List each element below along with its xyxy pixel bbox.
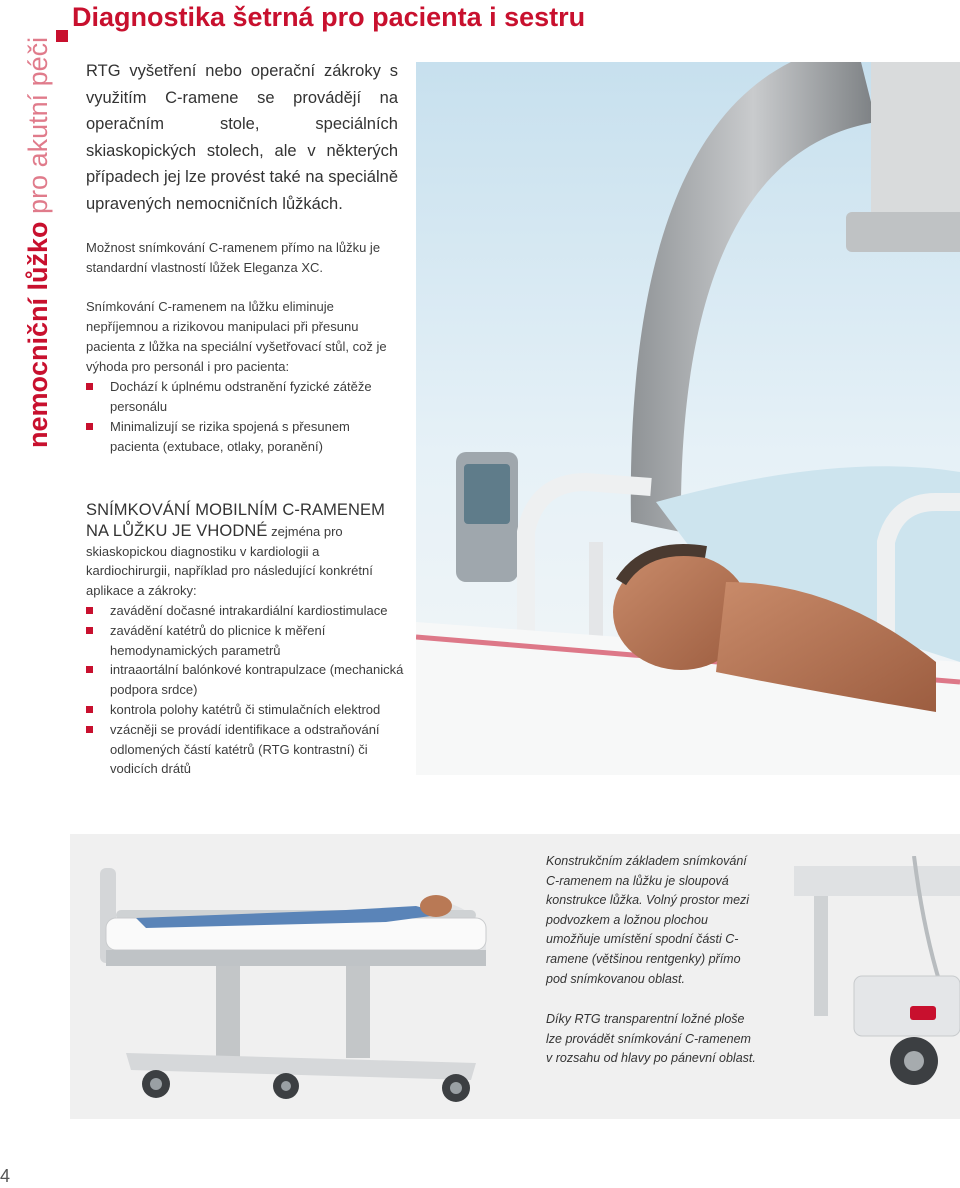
paragraph-benefits [86,297,398,457]
applications-list [86,601,404,779]
list-item: vzácněji se provádí identifikace a odstraňování odlomených částí katétrů (RTG kontrastní) či vodicích drátů [86,720,404,779]
paragraph-standard-feature: Možnost snímkování C-ramenem přímo na lůžku je standardní vlastností lůžek Eleganza XC. [86,240,381,275]
benefits-list [86,377,398,457]
hospital-bed-illustration [86,848,506,1108]
sidebar-vertical-label [22,37,54,448]
patient-c-arm-photo [416,62,960,775]
caption-radiolucent-surface: Díky RTG transparentní ložné ploše lze provádět snímkování C-ramenem v rozsahu od hlavy po pánevní oblast. [546,1012,756,1066]
applications-section [86,500,404,779]
sidebar-label-strong: nemocniční lůžko [23,221,53,448]
caption-column-construction: Konstrukčním základem snímkování C-ramenem na lůžku je sloupová konstrukce lůžka. Volný prostor mezi podvozkem a ložnou plochou umožňuje umístění spodní části C-ramene (většinou rentgenky) přímo pod snímkovanou oblast. [546,854,750,986]
applications-heading: SNÍMKOVÁNÍ MOBILNÍM C-RAMENEM NA LŮŽKU JE VHODNÉ [86,501,386,540]
page-title: Diagnostika šetrná pro pacienta i sestru [72,2,586,32]
sidebar-label-light: pro akutní péči [23,36,53,222]
list-item: zavádění dočasné intrakardiální kardiostimulace [86,601,404,621]
list-item: Dochází k úplnému odstranění fyzické zátěže personálu [86,377,398,417]
intro-paragraph: RTG vyšetření nebo operační zákroky s využitím C-ramene se provádějí na operačním stole, speciálních skiaskopických stolech, ale v některých případech jej lze provést také na speciálně upravených nemocničních lůžkách. [86,62,398,213]
bed-base-detail-illustration [794,856,960,1096]
page-number: 4 [0,1166,11,1186]
applications-intro [86,500,404,601]
list-item: intraaortální balónkové kontrapulzace (mechanická podpora srdce) [86,660,404,700]
bed-illustration-panel [70,834,960,1119]
list-item: Minimalizují se rizika spojená s přesunem pacienta (extubace, otlaky, poranění) [86,417,398,457]
benefits-intro: Snímkování C-ramenem na lůžku eliminuje nepříjemnou a rizikovou manipulaci při přesunu pacienta z lůžka na speciální vyšetřovací stůl, což je výhoda pro personál i pro pacienta: [86,299,387,374]
applications-lead: zejména pro skiaskopickou diagnostiku v kardiologii a kardiochirurgii, například pro následující konkrétní aplikace a zákroky: [86,523,373,599]
list-item: zavádění katétrů do plicnice k měření hemodynamických parametrů [86,621,404,661]
list-item: kontrola polohy katétrů či stimulačních elektrod [86,700,404,720]
title-marker-square [56,30,68,42]
